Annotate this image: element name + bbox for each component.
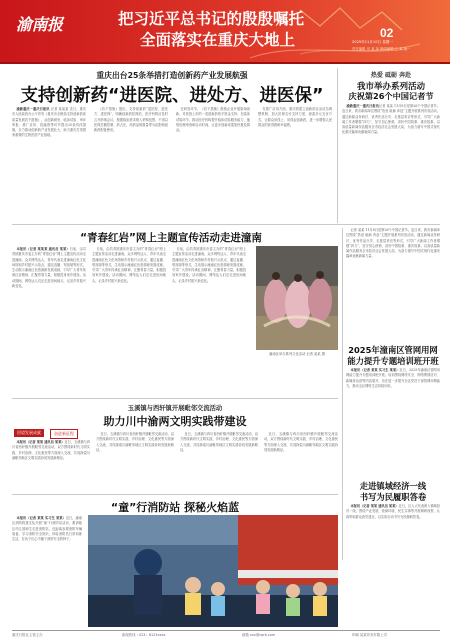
exchange-col-1 — [12, 440, 90, 492]
main-story-col-4 — [258, 107, 332, 219]
exchange-text-2: 近日，玉溪镇与四川省西轩镇开展毗邻交流活动，双方围绕新时代文明实践、乡村治理、文化惠民等方面深入交流，共同探索川渝毗邻地区文明实践协同发展新路径。 — [96, 432, 174, 452]
footer-email: 邮箱 xxx@cqrb.com — [242, 633, 276, 637]
county-economy-story — [346, 480, 440, 626]
masthead-headline-line2: 全面落实在重庆大地上 — [140, 31, 296, 49]
youth-campaign-text-2: 日前，由共青团重庆市委主办的“青春红岩”网上主题宣传活动走进潼南，众多网络达人、青年代表走进潼南红色文化场馆和乡村振兴示范点，通过直播、短视频等形式，生动展示潼南红色资源和发展成就，引导广大青年传承红岩精神，汇聚青春力量，积极投身家乡建设。活动期间，网络达人们还走进田间地头，记录乡村振兴新变化。 — [92, 247, 166, 283]
footer-printer: 印刷 某某印务有限公司 — [352, 633, 387, 637]
journalist-day-headline-1: 我市举办系列活动 — [356, 82, 425, 92]
county-economy-byline: 本报讯（记者 某某 通讯员 某某） — [350, 504, 399, 508]
section-divider-3 — [12, 494, 338, 495]
main-story-text-4: 在推广应用方面，重庆将建立创新药目录动态调整机制，加大医保支付支持力度，探索多元支付方式，让群众用得上、用得起创新药，进一步增强人民群众的获得感和幸福感。 — [258, 107, 332, 127]
fire-station-image — [88, 515, 338, 627]
county-economy-body — [346, 504, 440, 626]
journalist-day-text: 记者 某某 11月8日是第26个中国记者节。连日来，我市新闻单位围绕“热爱 砥砺 奔赴”主题开展系列庆祝活动，通过新闻业务研讨、优秀作品分享、走基层采访等形式，引导广大新闻工作者增强“四力”，坚守初心使命，讲好中国故事、重庆故事，以高质量新闻作品服务全市经济社会发展大局，为奋力谱写中国式现代化重庆篇章贡献新闻力量。 — [342, 104, 440, 135]
main-story-text-2: 《若干措施》提出，支持创新药“进医院、进处方、进医保”，明确创新药挂网后，医疗机构应及时召开药事会议，根据临床需求纳入采购范围，不得以医保总额控制、药占比、用药品规数量等为由影响创新药配备使用。 — [94, 107, 168, 133]
fire-station-photo — [88, 515, 338, 627]
youth-campaign-text-3: 日前，由共青团重庆市委主办的“青春红岩”网上主题宣传活动走进潼南，众多网络达人、青年代表走进潼南红色文化场馆和乡村振兴示范点，通过直播、短视频等形式，生动展示潼南红色资源和发展成就，引导广大青年传承红岩精神，汇聚青春力量，积极投身家乡建设。活动期间，网络达人们还走进田间地头，记录乡村振兴新变化。 — [172, 247, 246, 283]
masthead-rule — [0, 62, 450, 64]
column-divider — [337, 68, 338, 223]
exchange-text-3: 近日，玉溪镇与四川省西轩镇开展毗邻交流活动，双方围绕新时代文明实践、乡村治理、文化惠民等方面深入交流，共同探索川渝毗邻地区文明实践协同发展新路径。 — [180, 432, 258, 452]
network-training-body — [346, 368, 440, 468]
journalist-day-body — [342, 104, 440, 220]
main-story-col-2 — [94, 107, 168, 219]
youth-campaign-col-1 — [12, 247, 86, 395]
county-economy-headline-1: 走进镇域经济一线 — [359, 481, 427, 491]
network-training-headline-1: 2025年潼南区管网用网 — [348, 345, 438, 355]
county-economy-text: 近日，区人大代表深入镇域经济一线，围绕产业发展、营商环境、民生实事等开展调研视察，认真听取群众意见建议，以实际行动书写为民履职答卷。 — [346, 504, 440, 519]
right-column-filler-text: 记者 某某 11月8日是第26个中国记者节。连日来，我市新闻单位围绕“热爱 砥砺 奔赴”主题开展系列庆祝活动，通过新闻业务研讨、优秀作品分享、走基层采访等形式，引导广大新闻工作者增强“四力”，坚守初心使命，讲好中国故事、重庆故事，以高质量新闻作品服务全市经济社会发展大局，为奋力谱写中国式现代化重庆篇章贡献新闻力量。 — [346, 228, 440, 259]
dance-photo-image — [256, 246, 338, 350]
section-divider — [12, 224, 440, 225]
network-training-headline-2: 能力提升专题培训班开班 — [347, 356, 439, 366]
network-training-story — [346, 344, 440, 468]
fire-station-text: 近日，潼南区消防救援支队开展“童”行消防站活动，邀请辖区幼儿园师生走进消防站，近距离参观消防车辆装备，学习消防安全知识，体验消防员日常训练生活，在孩子们心中播下消防安全的种子。 — [12, 516, 82, 542]
section-divider-2 — [12, 398, 338, 399]
footer-publisher: 重庆日报社主管主办 — [12, 633, 43, 637]
exchange-col-3 — [180, 432, 258, 492]
masthead — [0, 0, 450, 62]
exchange-text-4: 近日，玉溪镇与四川省西轩镇开展毗邻交流活动，双方围绕新时代文明实践、乡村治理、文化惠民等方面深入交流，共同探索川渝毗邻地区文明实践协同发展新路径。 — [264, 432, 338, 452]
exchange-byline: 本报讯（记者 某某 通讯员 某某） — [16, 440, 65, 444]
journalist-day-story — [342, 70, 440, 220]
main-story-text-1: 记者 某某某 近日，重庆市人民政府办公厅印发《重庆市全链条支持创新药高质量发展若干措施》，从创新研发、临床试验、审评审批、推广应用、投融资等环节提出25条具体措施，全力推动创新药产业发展壮大，助力重庆打造国家重要的生物医药产业基地。 — [12, 107, 86, 138]
tag-new-journey: 奋进新征程 — [50, 429, 78, 439]
network-training-text: 近日，2025年潼南区管网用网能力提升专题培训班开班。培训围绕网络安全、网络舆情应对、新媒体运营等内容展开，旨在进一步提升全区党员干部管网用网能力，推动全区网络生态持续向好。 — [346, 368, 440, 388]
right-column-filler — [346, 228, 440, 340]
tag-achievements: 回望发展成就 — [14, 429, 44, 437]
newspaper-logo: 渝南报 — [16, 15, 63, 34]
main-story-headline: 支持创新药“进医院、进处方、进医保” — [20, 86, 324, 106]
exchange-text: 近日，玉溪镇与四川省西轩镇开展毗邻交流活动，双方围绕新时代文明实践、乡村治理、文化惠民等方面深入交流，共同探索川渝毗邻地区文明实践协同发展新路径。 — [12, 440, 90, 460]
footer-hotline: 新闻热线（023）8123xxxx — [122, 633, 166, 637]
main-story-col-3 — [176, 107, 250, 219]
issue-date: 2025年11月10日 星期一 — [352, 40, 393, 44]
column-divider-2 — [342, 228, 343, 560]
main-story-kicker: 重庆出台25条举措打造创新药产业发展航强 — [96, 71, 248, 80]
main-story-col-1 — [12, 107, 86, 219]
main-story-text-3: 在研发环节，《若干措施》鼓励企业开展原始创新，对获批上市的一类创新药给予资金支持；在临床试验环节，推动医疗机构提升临床试验服务能力，缩短伦理审查和启动时间，让更多创新成果加快惠及群众。 — [176, 107, 250, 133]
youth-campaign-col-2 — [92, 247, 166, 395]
exchange-kicker: 玉溪镇与西轩镇开展毗邻交流活动 — [127, 405, 223, 412]
masthead-headline-line1: 把习近平总书记的殷殷嘱托 — [118, 10, 305, 28]
editor-line: 责任编辑 甲 某 某 版面编辑 乙 某 某 — [352, 47, 408, 51]
county-economy-headline-2: 书写为民履职答卷 — [359, 492, 427, 502]
footer — [12, 632, 440, 638]
fire-station-body — [12, 516, 82, 626]
journalist-day-byline: 渝新重庆一重庆日报讯 — [346, 104, 379, 108]
journalist-day-kicker: 热爱 砥砺 奔赴 — [370, 72, 412, 79]
exchange-headline: 助力川中渝两文明实践带建设 — [103, 415, 247, 428]
network-training-byline: 本报讯（记者 某某 实习生 某某） — [350, 368, 400, 372]
youth-campaign-col-3 — [172, 247, 246, 395]
dance-performance-photo — [256, 246, 338, 350]
exchange-col-4 — [264, 432, 338, 492]
fire-station-headline: “童”行消防站 探秘火焰蓝 — [110, 501, 240, 514]
main-story — [12, 69, 332, 219]
youth-campaign-headline: “青春红岩”网上主题宣传活动走进潼南 — [80, 232, 262, 244]
page-number: 02 — [380, 26, 394, 40]
youth-campaign-text: 日前，由共青团重庆市委主办的“青春红岩”网上主题宣传活动走进潼南，众多网络达人、青年代表走进潼南红色文化场馆和乡村振兴示范点，通过直播、短视频等形式，生动展示潼南红色资源和发展成就，引导广大青年传承红岩精神，汇聚青春力量，积极投身家乡建设。活动期间，网络达人们还走进田间地头，记录乡村振兴新变化。 — [12, 247, 86, 289]
youth-campaign-byline: 本报讯（记者 某某某 通讯员 某某） — [16, 247, 70, 251]
journalist-day-headline-2: 庆祝第26个中国记者节 — [348, 91, 434, 101]
fire-station-byline: 本报讯（记者 某某 实习生 某某） — [16, 516, 66, 520]
main-story-byline: 渝新重庆一重庆日报讯 — [16, 107, 51, 111]
exchange-col-2 — [96, 432, 174, 492]
dance-photo-caption: 潼南区举办系列文化活动 记者 某某 摄 — [269, 352, 325, 356]
footer-rule — [12, 630, 440, 631]
